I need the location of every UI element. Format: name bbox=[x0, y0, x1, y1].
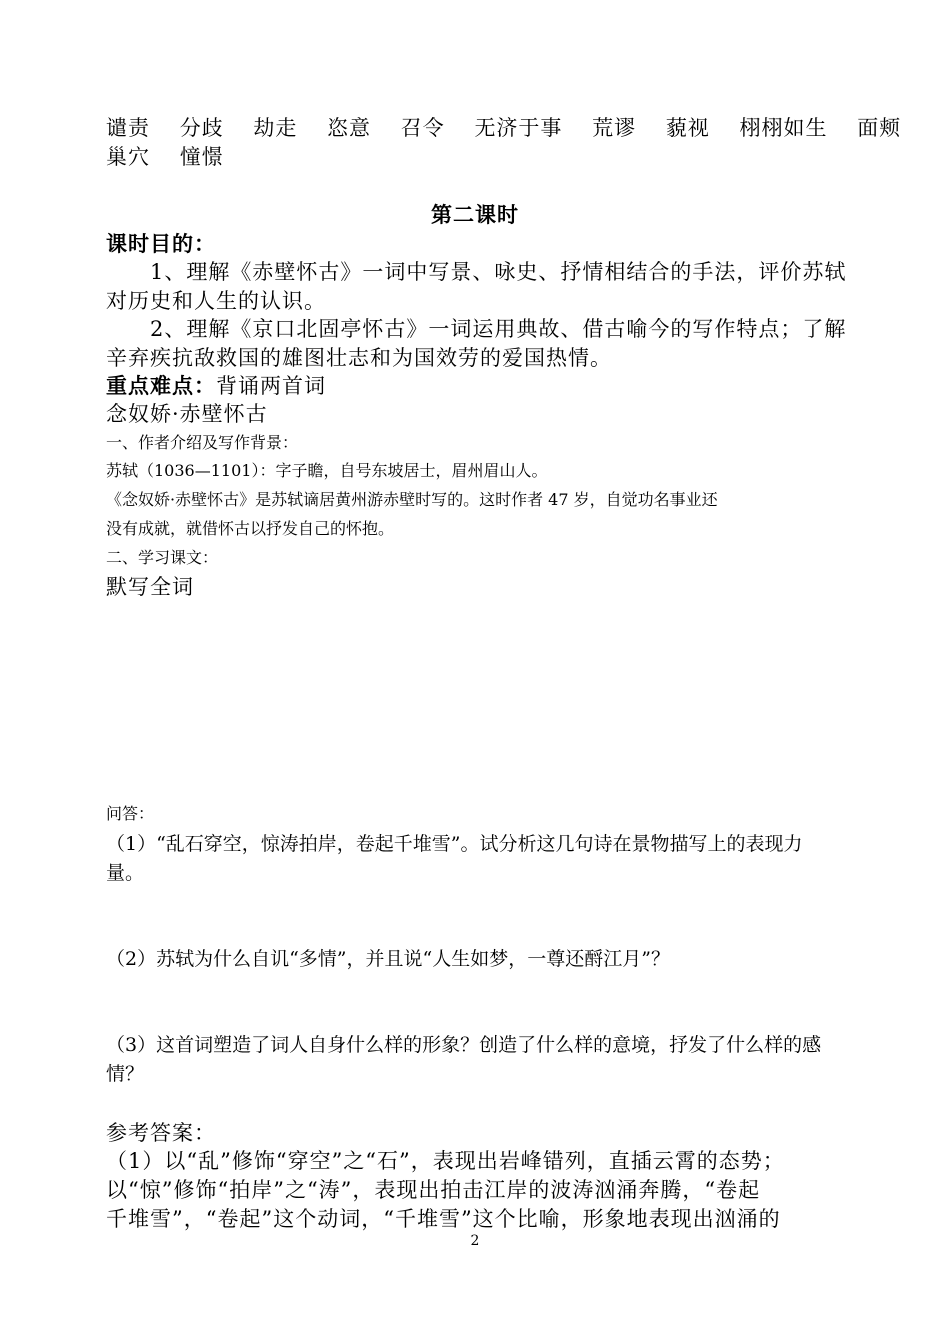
objective-2-line-1: 2、理解《京口北固亭怀古》一词运用典故、借古喻今的写作特点；了解 bbox=[150, 317, 847, 341]
key-points-text: 背诵两首词 bbox=[216, 374, 326, 398]
vocab-word: 谴责 bbox=[106, 116, 150, 140]
answers-heading: 参考答案： bbox=[106, 1121, 216, 1145]
lesson-title: 第二课时 bbox=[431, 202, 519, 227]
answer-line-1: （1）以“乱”修饰“穿空”之“石”，表现出岩峰错列，直插云霄的态势； bbox=[106, 1149, 785, 1173]
key-points-label: 重点难点： bbox=[106, 373, 216, 398]
study-section-heading: 二、学习课文： bbox=[106, 548, 219, 567]
vocab-word: 巢穴 bbox=[106, 145, 150, 169]
author-section-heading: 一、作者介绍及写作背景： bbox=[106, 433, 299, 452]
objective-1-line-2: 对历史和人生的认识。 bbox=[106, 289, 326, 313]
vocab-word: 憧憬 bbox=[179, 145, 224, 169]
vocab-word: 分歧 bbox=[179, 116, 224, 140]
poem-title: 念奴娇·赤壁怀古 bbox=[106, 402, 268, 426]
question-3-line-2: 情？ bbox=[106, 1063, 145, 1085]
vocab-word: 无济于事 bbox=[474, 116, 563, 140]
vocab-word: 恣意 bbox=[327, 116, 372, 140]
answer-line-2: 以“惊”修饰“拍岸”之“涛”，表现出拍击江岸的波涛汹涌奔腾，“卷起 bbox=[106, 1178, 761, 1202]
questions-heading: 问答： bbox=[106, 804, 155, 823]
vocab-word: 藐视 bbox=[665, 116, 710, 140]
question-2: （2）苏轼为什么自讥“多情”，并且说“人生如梦，一尊还酹江月”？ bbox=[106, 948, 670, 970]
dictation-prompt: 默写全词 bbox=[106, 575, 194, 599]
answer-line-3: 千堆雪”，“卷起”这个动词，“千堆雪”这个比喻，形象地表现出汹涌的 bbox=[106, 1207, 781, 1231]
author-line-3: 没有成就，就借怀古以抒发自己的怀抱。 bbox=[106, 519, 395, 538]
vocab-row-1 bbox=[106, 112, 901, 142]
objective-1-line-1: 1、理解《赤壁怀古》一词中写景、咏史、抒情相结合的手法，评价苏轼 bbox=[150, 260, 847, 284]
vocab-word: 劫走 bbox=[253, 116, 298, 140]
vocab-word: 荒谬 bbox=[592, 116, 637, 140]
vocab-word: 栩栩如生 bbox=[739, 116, 828, 140]
question-3-line-1: （3）这首词塑造了词人自身什么样的形象？创造了什么样的意境，抒发了什么样的感 bbox=[106, 1034, 822, 1056]
question-1-line-2: 量。 bbox=[106, 862, 145, 884]
objectives-heading: 课时目的： bbox=[106, 231, 216, 256]
vocab-word: 面颊 bbox=[857, 116, 902, 140]
vocab-row-2 bbox=[106, 141, 224, 171]
author-line-2: 《念奴娇·赤壁怀古》是苏轼谪居黄州游赤壁时写的。这时作者 47 岁，自觉功名事业还 bbox=[106, 490, 718, 509]
objective-2-line-2: 辛弃疾抗敌救国的雄图壮志和为国效劳的爱国热情。 bbox=[106, 346, 612, 370]
author-line-1: 苏轼（1036—1101）：字子瞻，自号东坡居士，眉州眉山人。 bbox=[106, 461, 548, 480]
question-1-line-1: （1）“乱石穿空，惊涛拍岸，卷起千堆雪”。试分析这几句诗在景物描写上的表现力 bbox=[106, 833, 803, 855]
vocab-word: 召令 bbox=[400, 116, 445, 140]
page-number: 2 bbox=[470, 1233, 480, 1249]
key-points bbox=[106, 370, 326, 400]
